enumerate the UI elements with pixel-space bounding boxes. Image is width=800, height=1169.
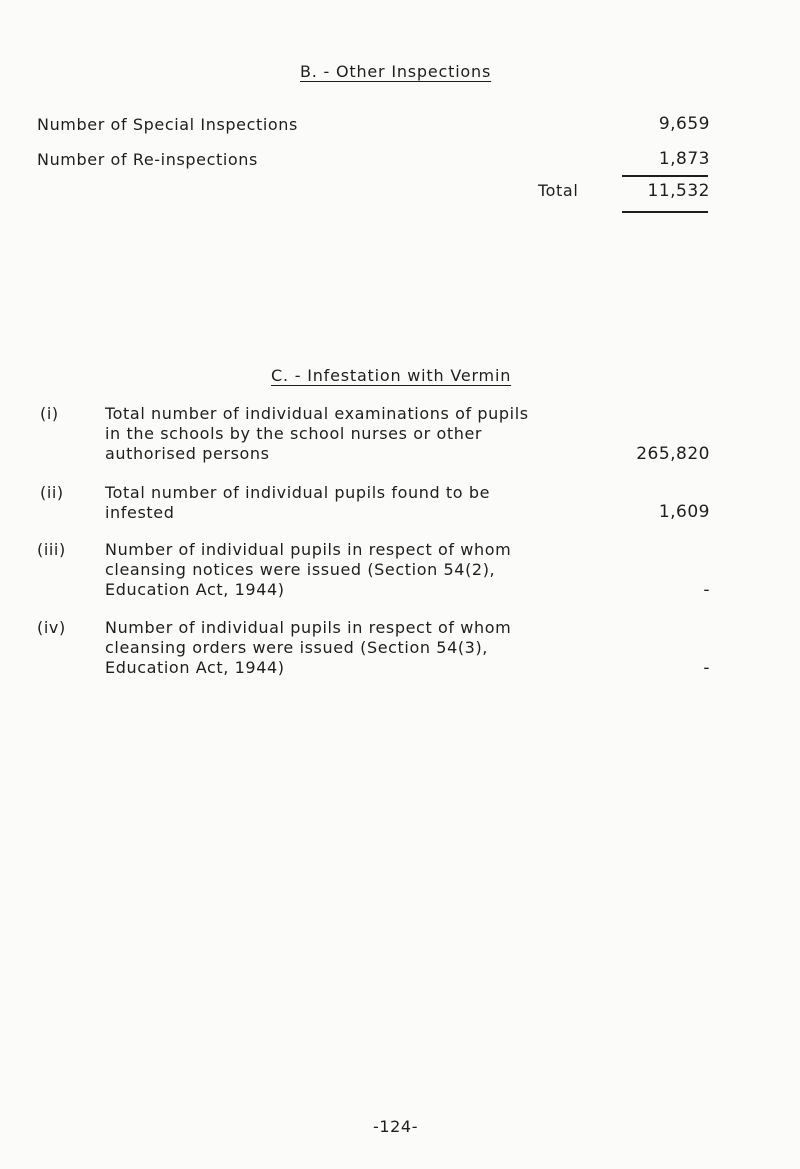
total-top-rule (622, 175, 708, 177)
section-c-heading: C. - Infestation with Vermin (271, 366, 512, 385)
total-value: 11,532 (647, 181, 710, 201)
item-text: Total number of individual pupils found to be infested (105, 483, 491, 522)
item-marker: (iv) (37, 618, 66, 637)
total-bottom-rule (622, 211, 708, 213)
re-inspections-label: Number of Re-inspections (37, 150, 258, 169)
special-inspections-value: 9,659 (658, 114, 710, 134)
special-inspections-label: Number of Special Inspections (37, 115, 298, 134)
item-text: Number of individual pupils in respect of whom cleansing notices were issued (Section 54(2), Education Act, 1944) (105, 540, 512, 599)
item-value: - (703, 658, 710, 678)
item-value: 265,820 (636, 444, 710, 464)
item-marker: (iii) (37, 540, 66, 559)
item-text: Number of individual pupils in respect of whom cleansing orders were issued (Section 54(3), Education Act, 1944) (105, 618, 512, 677)
re-inspections-value: 1,873 (658, 149, 710, 169)
item-text: Total number of individual examinations of pupils in the schools by the school nurses or other authorised persons (105, 404, 529, 463)
item-value: 1,609 (658, 502, 710, 522)
section-b-heading: B. - Other Inspections (300, 62, 492, 81)
item-marker: (ii) (40, 483, 64, 502)
item-value: - (703, 580, 710, 600)
item-marker: (i) (40, 404, 59, 423)
page-number: -124- (373, 1117, 419, 1136)
total-label: Total (538, 181, 579, 200)
